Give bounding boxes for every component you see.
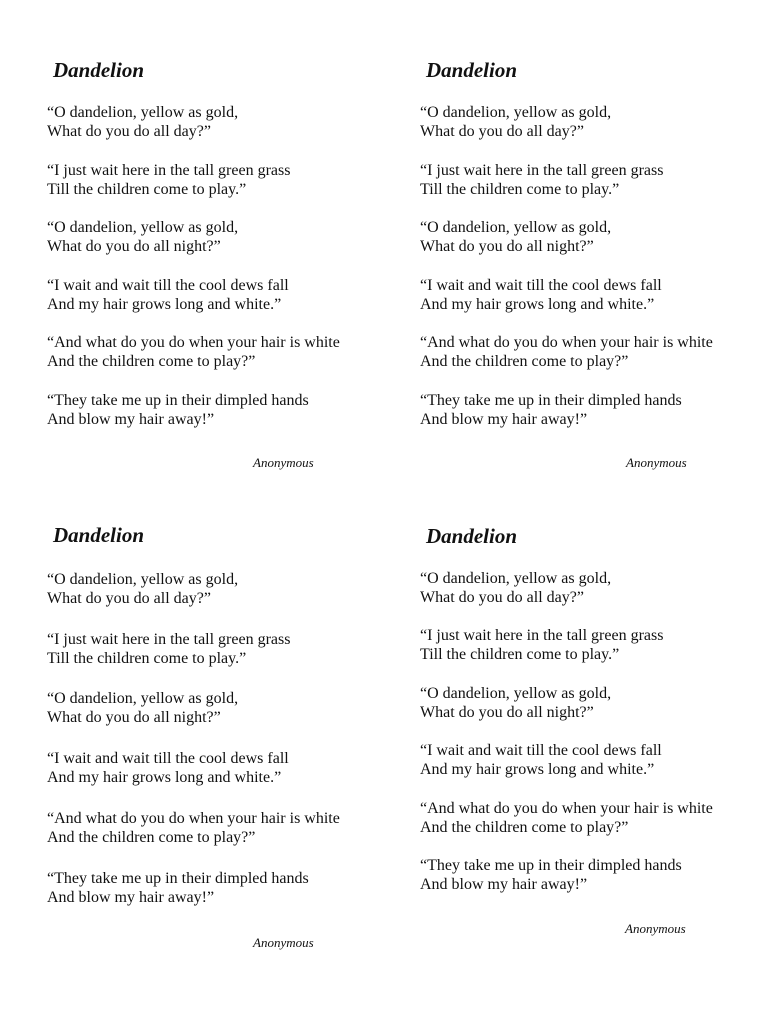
poem-line: “They take me up in their dimpled hands xyxy=(47,870,309,887)
poem-stanza xyxy=(420,741,662,779)
poem-stanza xyxy=(420,103,611,141)
poem-line: And my hair grows long and white.” xyxy=(47,296,282,313)
poem-line: “They take me up in their dimpled hands xyxy=(420,392,682,409)
poem-line: And blow my hair away!” xyxy=(420,876,588,893)
poem-line: Till the children come to play.” xyxy=(47,650,247,667)
poem-stanza xyxy=(47,630,290,668)
poem-stanza xyxy=(420,684,611,722)
poem-stanza xyxy=(420,856,682,894)
poem-line: What do you do all night?” xyxy=(420,238,594,255)
poem-line: Till the children come to play.” xyxy=(420,181,620,198)
poem-line: “O dandelion, yellow as gold, xyxy=(420,685,612,702)
poem-stanza xyxy=(420,799,713,837)
poem-line: “They take me up in their dimpled hands xyxy=(47,392,309,409)
poem-line: What do you do all day?” xyxy=(47,123,211,140)
poem-line: “O dandelion, yellow as gold, xyxy=(420,570,612,587)
poem-line: “O dandelion, yellow as gold, xyxy=(420,104,612,121)
poem-stanza xyxy=(47,869,309,907)
poem-author: Anonymous xyxy=(253,935,314,950)
poem-stanza xyxy=(47,161,290,199)
poem-line: What do you do all day?” xyxy=(47,590,211,607)
poem-line: “O dandelion, yellow as gold, xyxy=(47,571,239,588)
poem-line: And the children come to play?” xyxy=(420,819,629,836)
poem-line: What do you do all day?” xyxy=(420,589,584,606)
poem-line: What do you do all day?” xyxy=(420,123,584,140)
poem-line: “O dandelion, yellow as gold, xyxy=(47,104,239,121)
poem-stanza xyxy=(47,333,340,371)
poem-line: “O dandelion, yellow as gold, xyxy=(47,690,239,707)
poem-stanza xyxy=(47,689,238,727)
poem-stanza xyxy=(420,161,663,199)
poem-line: “I just wait here in the tall green grass xyxy=(420,627,664,644)
poem-stanza xyxy=(47,809,340,847)
poem-title: Dandelion xyxy=(426,524,518,548)
poem-author: Anonymous xyxy=(253,455,314,470)
poem-stanza xyxy=(420,626,663,664)
poem-stanza xyxy=(47,103,238,141)
poem-stanza xyxy=(47,749,289,787)
poem-title: Dandelion xyxy=(426,58,518,82)
poem-line: “I wait and wait till the cool dews fall xyxy=(420,742,662,759)
poem-line: What do you do all night?” xyxy=(47,709,221,726)
poem-line: “I wait and wait till the cool dews fall xyxy=(47,750,289,767)
poem-line: And blow my hair away!” xyxy=(47,411,215,428)
poem-line: “I just wait here in the tall green grass xyxy=(47,162,291,179)
poem-line: What do you do all night?” xyxy=(47,238,221,255)
poem-line: And the children come to play?” xyxy=(47,829,256,846)
poem-line: And my hair grows long and white.” xyxy=(47,769,282,786)
poem-stanza xyxy=(47,276,289,314)
poem-line: And the children come to play?” xyxy=(420,353,629,370)
poem-stanza xyxy=(47,570,238,608)
poem-line: “I just wait here in the tall green grass xyxy=(420,162,664,179)
poem-stanza xyxy=(420,333,713,371)
poem-line: What do you do all night?” xyxy=(420,704,594,721)
poem-line: “They take me up in their dimpled hands xyxy=(420,857,682,874)
poem-title: Dandelion xyxy=(53,523,145,547)
poem-author: Anonymous xyxy=(626,455,687,470)
poem-line: “And what do you do when your hair is white xyxy=(420,334,713,351)
poem-line: Till the children come to play.” xyxy=(420,646,620,663)
poem-line: “And what do you do when your hair is white xyxy=(47,334,340,351)
poem-stanza xyxy=(420,569,611,607)
poem-line: “I wait and wait till the cool dews fall xyxy=(47,277,289,294)
poem-line: “And what do you do when your hair is white xyxy=(47,810,340,827)
poem-line: “I wait and wait till the cool dews fall xyxy=(420,277,662,294)
poem-line: “And what do you do when your hair is white xyxy=(420,800,713,817)
poem-line: And my hair grows long and white.” xyxy=(420,761,655,778)
poem-author: Anonymous xyxy=(625,921,686,936)
poem-line: Till the children come to play.” xyxy=(47,181,247,198)
poem-line: And blow my hair away!” xyxy=(420,411,588,428)
poem-stanza xyxy=(420,218,611,256)
poem-stanza xyxy=(47,391,309,429)
poem-title: Dandelion xyxy=(53,58,145,82)
poem-stanza xyxy=(47,218,238,256)
poem-line: And the children come to play?” xyxy=(47,353,256,370)
poem-stanza xyxy=(420,391,682,429)
poem-line: “O dandelion, yellow as gold, xyxy=(47,219,239,236)
poem-line: “I just wait here in the tall green grass xyxy=(47,631,291,648)
poem-line: “O dandelion, yellow as gold, xyxy=(420,219,612,236)
poem-line: And blow my hair away!” xyxy=(47,889,215,906)
poem-line: And my hair grows long and white.” xyxy=(420,296,655,313)
poem-stanza xyxy=(420,276,662,314)
